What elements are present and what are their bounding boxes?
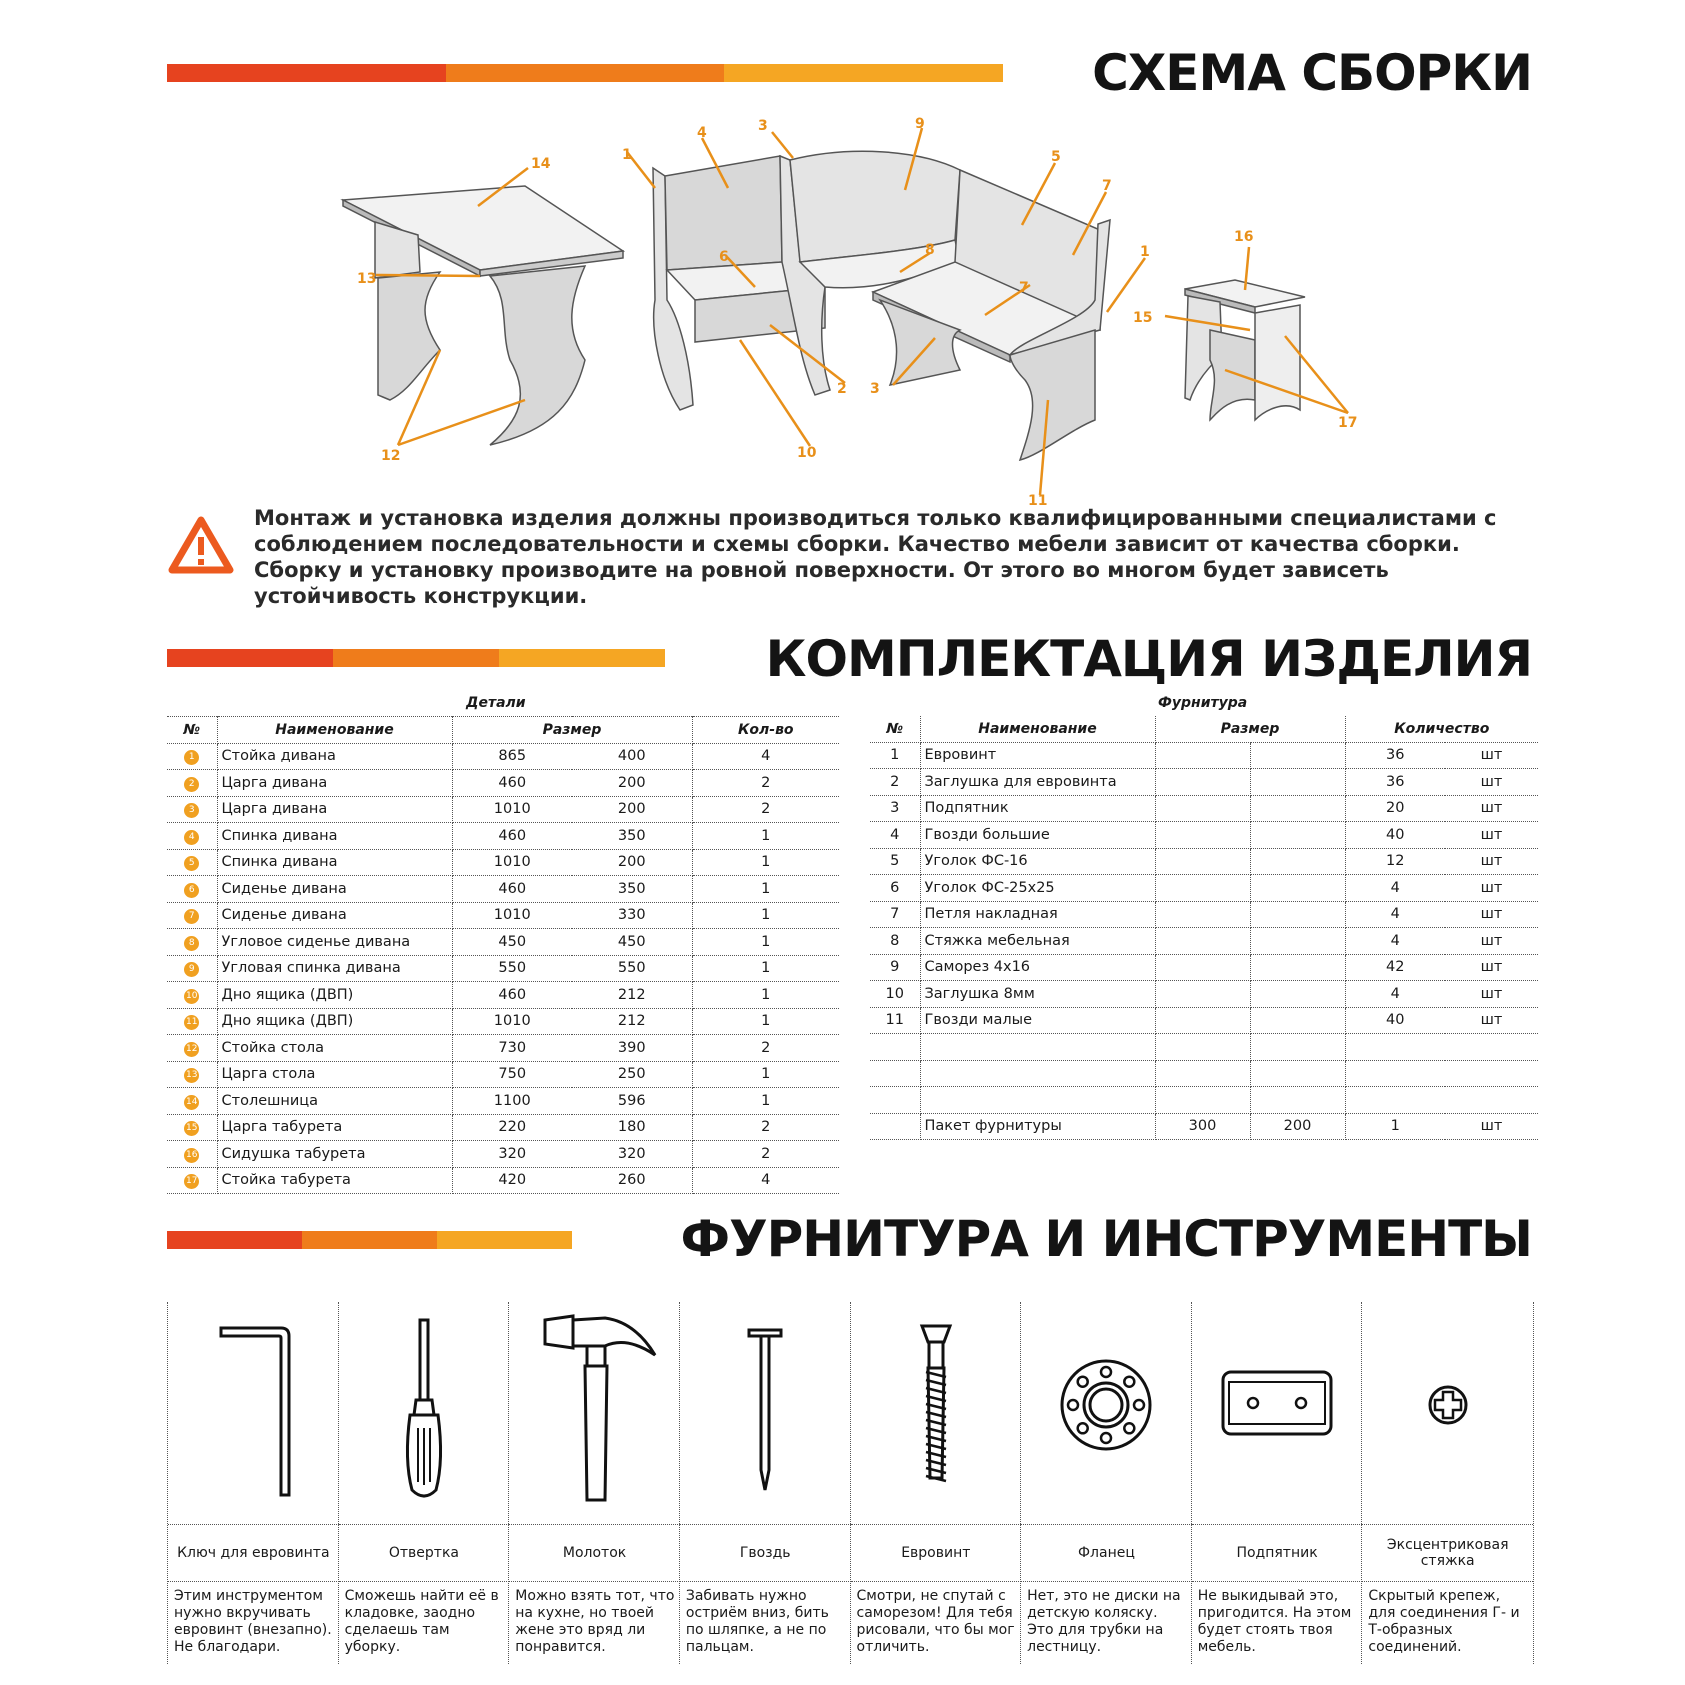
cell-name: Стяжка мебельная xyxy=(920,928,1155,955)
cell-qty: 2 xyxy=(692,1141,839,1168)
diagram-label-11: 11 xyxy=(1028,493,1048,509)
cell-size-b xyxy=(1250,822,1345,849)
cell-size-a: 460 xyxy=(452,876,572,903)
cell-unit xyxy=(1445,1060,1538,1087)
cell-name: Столешница xyxy=(217,1088,452,1115)
cell-name: Стойка стола xyxy=(217,1035,452,1062)
tool-description: Не выкидывай это, пригодится. На этом будет стоять твоя мебель. xyxy=(1197,1588,1352,1655)
diagram-label-14: 14 xyxy=(531,156,551,172)
tool-description: Этим инструментом нужно вкручивать евровинт (внезапно). Не благодари. xyxy=(174,1588,332,1655)
cell-size-b xyxy=(1250,1060,1345,1087)
tool-card xyxy=(850,1302,1022,1664)
cell-size-a xyxy=(1155,1087,1250,1114)
diagram-label-1: 1 xyxy=(622,147,632,163)
cell-number: 7 xyxy=(870,901,920,928)
cell-name: Угловое сиденье дивана xyxy=(217,929,452,956)
cell-qty: 4 xyxy=(692,743,839,770)
nail-icon xyxy=(685,1310,845,1510)
table-row xyxy=(167,1035,839,1062)
cell-number xyxy=(167,796,217,823)
cell-size-a xyxy=(1155,1060,1250,1087)
euroscrew-icon xyxy=(856,1310,1016,1510)
cell-size-b: 212 xyxy=(572,982,692,1009)
cell-number xyxy=(167,902,217,929)
cell-name: Заглушка для евровинта xyxy=(920,769,1155,796)
cell-size-a: 460 xyxy=(452,982,572,1009)
cell-unit: шт xyxy=(1445,795,1538,822)
cell-name: Подпятник xyxy=(920,795,1155,822)
part-number-badge: 10 xyxy=(184,989,199,1004)
table-row xyxy=(870,954,1538,981)
cell-number xyxy=(167,1167,217,1194)
cell-size-b: 200 xyxy=(572,849,692,876)
diagram-label-3: 3 xyxy=(758,118,768,134)
table-row xyxy=(870,1060,1538,1087)
cell-number xyxy=(167,743,217,770)
diagram-label-17: 17 xyxy=(1338,415,1358,431)
assembly-diagram xyxy=(0,100,1685,510)
tool-description: Скрытый крепеж, для соединения Г- и Т-образных соединений. xyxy=(1368,1588,1520,1655)
cell-unit: шт xyxy=(1445,822,1538,849)
table-row xyxy=(870,848,1538,875)
cell-size-b xyxy=(1250,981,1345,1008)
cell-number: 10 xyxy=(870,981,920,1008)
cell-size-a xyxy=(1155,928,1250,955)
part-number-badge: 5 xyxy=(184,856,199,871)
col-qty: Кол-во xyxy=(692,717,839,744)
parts-table xyxy=(167,716,839,1194)
screwdriver-icon xyxy=(344,1310,504,1510)
cell-name: Спинка дивана xyxy=(217,823,452,850)
part-number-badge: 7 xyxy=(184,909,199,924)
cell-qty: 36 xyxy=(1345,769,1445,796)
cell-name xyxy=(920,1060,1155,1087)
cell-size-a: 730 xyxy=(452,1035,572,1062)
part-number-badge: 15 xyxy=(184,1121,199,1136)
table-row xyxy=(870,901,1538,928)
cell-number xyxy=(167,1061,217,1088)
cell-size-b: 212 xyxy=(572,1008,692,1035)
cell-size-b xyxy=(1250,928,1345,955)
cell-size-b: 200 xyxy=(1250,1113,1345,1140)
cell-size-a: 1010 xyxy=(452,849,572,876)
cell-unit: шт xyxy=(1445,1007,1538,1034)
tool-name: Гвоздь xyxy=(680,1524,851,1582)
table-row xyxy=(167,823,839,850)
diagram-label-12: 12 xyxy=(381,448,401,464)
assembly-title: СХЕМА СБОРКИ xyxy=(1092,44,1532,102)
cell-name: Гвозди малые xyxy=(920,1007,1155,1034)
table-row xyxy=(167,1088,839,1115)
tools-title: ФУРНИТУРА И ИНСТРУМЕНТЫ xyxy=(680,1210,1532,1268)
cell-size-b: 200 xyxy=(572,796,692,823)
cell-size-b xyxy=(1250,1087,1345,1114)
cell-size-a xyxy=(1155,981,1250,1008)
cell-size-b xyxy=(1250,1007,1345,1034)
cell-unit: шт xyxy=(1445,769,1538,796)
cell-number xyxy=(167,876,217,903)
cell-qty: 1 xyxy=(692,1088,839,1115)
cell-size-b: 350 xyxy=(572,823,692,850)
tool-name: Евровинт xyxy=(851,1524,1022,1582)
table-row xyxy=(870,1113,1538,1140)
part-number-badge: 3 xyxy=(184,803,199,818)
table-row xyxy=(167,1167,839,1194)
cell-name: Петля накладная xyxy=(920,901,1155,928)
cell-qty: 1 xyxy=(692,1061,839,1088)
kit-title: КОМПЛЕКТАЦИЯ ИЗДЕЛИЯ xyxy=(765,630,1532,688)
cell-qty: 36 xyxy=(1345,742,1445,769)
cell-name: Дно ящика (ДВП) xyxy=(217,1008,452,1035)
cell-size-b xyxy=(1250,795,1345,822)
cell-unit: шт xyxy=(1445,875,1538,902)
tool-card xyxy=(1191,1302,1363,1664)
cell-size-a: 450 xyxy=(452,929,572,956)
flange-icon xyxy=(1026,1310,1186,1510)
hardware-table xyxy=(870,716,1538,1140)
glide-pad-icon xyxy=(1197,1310,1357,1510)
cell-name: Царга дивана xyxy=(217,770,452,797)
cell-number: 8 xyxy=(870,928,920,955)
cell-size-a: 1010 xyxy=(452,796,572,823)
tool-name: Эксцентриковая стяжка xyxy=(1362,1524,1533,1582)
cell-name: Спинка дивана xyxy=(217,849,452,876)
cell-number: 2 xyxy=(870,769,920,796)
cell-name: Царга табурета xyxy=(217,1114,452,1141)
cell-qty: 1 xyxy=(692,849,839,876)
table-row xyxy=(167,1008,839,1035)
cell-qty xyxy=(1345,1034,1445,1061)
col-number: № xyxy=(167,717,217,744)
cell-name: Уголок ФС-16 xyxy=(920,848,1155,875)
cell-qty: 12 xyxy=(1345,848,1445,875)
cell-qty: 4 xyxy=(1345,981,1445,1008)
part-number-badge: 13 xyxy=(184,1068,199,1083)
cell-name xyxy=(920,1087,1155,1114)
diagram-label-1b: 1 xyxy=(1140,244,1150,260)
diagram-label-7: 7 xyxy=(1102,178,1112,194)
cell-size-a: 460 xyxy=(452,770,572,797)
tool-card xyxy=(508,1302,680,1664)
table-row xyxy=(167,1114,839,1141)
cell-size-b: 320 xyxy=(572,1141,692,1168)
table-row xyxy=(167,1061,839,1088)
tool-name: Подпятник xyxy=(1192,1524,1363,1582)
cell-qty: 1 xyxy=(692,876,839,903)
tool-name: Фланец xyxy=(1021,1524,1192,1582)
cell-size-b xyxy=(1250,875,1345,902)
cell-size-a: 1100 xyxy=(452,1088,572,1115)
table-row xyxy=(870,822,1538,849)
part-number-badge: 1 xyxy=(184,750,199,765)
cell-size-a xyxy=(1155,901,1250,928)
cell-unit: шт xyxy=(1445,981,1538,1008)
tool-description: Сможешь найти её в кладовке, заодно сделаешь там уборку. xyxy=(344,1588,499,1655)
cell-size-b: 450 xyxy=(572,929,692,956)
diagram-label-9: 9 xyxy=(915,116,925,132)
cell-number: 9 xyxy=(870,954,920,981)
cell-qty: 4 xyxy=(1345,875,1445,902)
cell-name: Дно ящика (ДВП) xyxy=(217,982,452,1009)
diagram-label-6: 6 xyxy=(719,249,729,265)
cell-size-b xyxy=(1250,742,1345,769)
tool-description: Нет, это не диски на детскую коляску. Это для трубки на лестницу. xyxy=(1027,1588,1181,1655)
cell-size-b: 390 xyxy=(572,1035,692,1062)
cell-size-a: 300 xyxy=(1155,1113,1250,1140)
cell-size-a: 320 xyxy=(452,1141,572,1168)
cell-size-b xyxy=(1250,1034,1345,1061)
cell-size-b xyxy=(1250,769,1345,796)
part-number-badge: 11 xyxy=(184,1015,199,1030)
table-row xyxy=(870,1087,1538,1114)
cell-number: 6 xyxy=(870,875,920,902)
cell-size-a xyxy=(1155,795,1250,822)
diagram-label-7b: 7 xyxy=(1019,280,1029,296)
cell-size-b: 350 xyxy=(572,876,692,903)
cell-size-a: 750 xyxy=(452,1061,572,1088)
cell-qty: 1 xyxy=(692,929,839,956)
col-name: Наименование xyxy=(217,717,452,744)
cell-size-a: 220 xyxy=(452,1114,572,1141)
cell-qty: 20 xyxy=(1345,795,1445,822)
tool-name: Отвертка xyxy=(339,1524,510,1582)
table-row xyxy=(167,982,839,1009)
cell-qty: 2 xyxy=(692,770,839,797)
section-bar xyxy=(167,64,1003,82)
tool-description: Можно взять тот, что на кухне, но твоей жене это вряд ли понравится. xyxy=(515,1588,675,1655)
cell-size-a xyxy=(1155,742,1250,769)
cell-qty: 1 xyxy=(692,955,839,982)
tool-description: Забивать нужно остриём вниз, бить по шляпке, а не по пальцам. xyxy=(685,1588,829,1655)
cell-size-b: 400 xyxy=(572,743,692,770)
cell-name: Евровинт xyxy=(920,742,1155,769)
table-row xyxy=(167,902,839,929)
cell-size-a: 460 xyxy=(452,823,572,850)
cell-size-a: 1010 xyxy=(452,1008,572,1035)
cell-number: 3 xyxy=(870,795,920,822)
tool-card xyxy=(1020,1302,1192,1664)
cell-qty: 42 xyxy=(1345,954,1445,981)
table-row xyxy=(870,1007,1538,1034)
cell-number xyxy=(167,1141,217,1168)
table-row xyxy=(167,849,839,876)
cell-unit: шт xyxy=(1445,928,1538,955)
cell-size-b: 550 xyxy=(572,955,692,982)
cell-name: Саморез 4х16 xyxy=(920,954,1155,981)
cell-number xyxy=(167,982,217,1009)
table-row xyxy=(167,770,839,797)
cell-size-b xyxy=(1250,901,1345,928)
cell-number xyxy=(167,1035,217,1062)
part-number-badge: 17 xyxy=(184,1174,199,1189)
cell-name: Сиденье дивана xyxy=(217,902,452,929)
hammer-icon xyxy=(515,1310,675,1510)
table-row xyxy=(167,743,839,770)
col-name: Наименование xyxy=(920,716,1155,742)
cell-number xyxy=(167,770,217,797)
cell-qty: 2 xyxy=(692,796,839,823)
cell-size-a xyxy=(1155,954,1250,981)
diagram-label-2: 2 xyxy=(837,381,847,397)
cell-number xyxy=(870,1034,920,1061)
cell-qty: 1 xyxy=(692,823,839,850)
diagram-label-8: 8 xyxy=(925,242,935,258)
cell-qty: 1 xyxy=(692,902,839,929)
diagram-label-5: 5 xyxy=(1051,149,1061,165)
cell-name: Стойка табурета xyxy=(217,1167,452,1194)
part-number-badge: 4 xyxy=(184,830,199,845)
tool-card xyxy=(338,1302,510,1664)
diagram-label-15: 15 xyxy=(1133,310,1153,326)
cell-size-a xyxy=(1155,875,1250,902)
cell-qty: 2 xyxy=(692,1035,839,1062)
cell-qty: 1 xyxy=(692,982,839,1009)
cell-qty xyxy=(1345,1087,1445,1114)
cell-size-a: 550 xyxy=(452,955,572,982)
section-bar xyxy=(167,649,665,667)
diagram-label-4: 4 xyxy=(697,125,707,141)
warning-triangle-icon xyxy=(168,515,234,575)
hex-key-icon xyxy=(173,1310,333,1510)
col-size: Размер xyxy=(452,717,692,744)
cell-name: Заглушка 8мм xyxy=(920,981,1155,1008)
cell-name: Царга стола xyxy=(217,1061,452,1088)
cell-number xyxy=(167,955,217,982)
cell-size-b: 200 xyxy=(572,770,692,797)
cell-name: Угловая спинка дивана xyxy=(217,955,452,982)
cell-size-a: 865 xyxy=(452,743,572,770)
cell-qty: 4 xyxy=(1345,928,1445,955)
table-row xyxy=(167,796,839,823)
table-row xyxy=(870,795,1538,822)
cell-size-b xyxy=(1250,954,1345,981)
part-number-badge: 6 xyxy=(184,883,199,898)
parts-table-title: Детали xyxy=(466,695,526,711)
warning-text: Монтаж и установка изделия должны производиться только квалифицированными специалистами с соблюдением последовательности и схемы сборки. Качество мебели зависит от качества сборки. Сборку и установку производите на ровной поверхности. От этого во многом будет зависеть устойчивость конструкции. xyxy=(254,506,1497,608)
col-size: Размер xyxy=(1155,716,1345,742)
diagram-label-3b: 3 xyxy=(870,381,880,397)
cell-number xyxy=(870,1060,920,1087)
cell-size-b: 330 xyxy=(572,902,692,929)
diagram-label-13: 13 xyxy=(357,271,377,287)
part-number-badge: 12 xyxy=(184,1042,199,1057)
part-number-badge: 8 xyxy=(184,936,199,951)
table-row xyxy=(167,876,839,903)
table-row xyxy=(870,1034,1538,1061)
cell-size-a xyxy=(1155,822,1250,849)
cell-number xyxy=(167,929,217,956)
table-row xyxy=(870,875,1538,902)
part-number-badge: 2 xyxy=(184,777,199,792)
cell-name xyxy=(920,1034,1155,1061)
tool-card xyxy=(167,1302,339,1664)
cell-size-b: 260 xyxy=(572,1167,692,1194)
tool-name: Ключ для евровинта xyxy=(168,1524,339,1582)
cell-number xyxy=(167,823,217,850)
cell-size-b xyxy=(1250,848,1345,875)
cell-name: Уголок ФС-25х25 xyxy=(920,875,1155,902)
table-row xyxy=(167,1141,839,1168)
cell-number xyxy=(870,1087,920,1114)
tool-card xyxy=(1361,1302,1534,1664)
part-number-badge: 16 xyxy=(184,1148,199,1163)
table-row xyxy=(870,981,1538,1008)
cell-size-b: 596 xyxy=(572,1088,692,1115)
cell-size-a xyxy=(1155,769,1250,796)
cell-size-a: 420 xyxy=(452,1167,572,1194)
cell-name: Пакет фурнитуры xyxy=(920,1113,1155,1140)
part-number-badge: 14 xyxy=(184,1095,199,1110)
diagram-label-16: 16 xyxy=(1234,229,1254,245)
cell-name: Царга дивана xyxy=(217,796,452,823)
cell-unit xyxy=(1445,1087,1538,1114)
part-number-badge: 9 xyxy=(184,962,199,977)
cell-number xyxy=(167,849,217,876)
table-row xyxy=(870,742,1538,769)
table-row xyxy=(870,769,1538,796)
tools-grid xyxy=(167,1302,1532,1664)
cell-name: Стойка дивана xyxy=(217,743,452,770)
cell-number xyxy=(167,1008,217,1035)
tool-name: Молоток xyxy=(509,1524,680,1582)
cell-qty: 1 xyxy=(692,1008,839,1035)
cell-size-a xyxy=(1155,1034,1250,1061)
table-row xyxy=(167,955,839,982)
tool-description: Смотри, не спутай с саморезом! Для тебя рисовали, что бы мог отличить. xyxy=(856,1588,1015,1655)
cell-number: 1 xyxy=(870,742,920,769)
cell-qty: 40 xyxy=(1345,822,1445,849)
cell-number xyxy=(167,1088,217,1115)
cell-qty xyxy=(1345,1060,1445,1087)
cam-lock-icon xyxy=(1368,1310,1528,1510)
cell-qty: 1 xyxy=(1345,1113,1445,1140)
cell-unit: шт xyxy=(1445,848,1538,875)
cell-number: 4 xyxy=(870,822,920,849)
cell-size-a: 1010 xyxy=(452,902,572,929)
col-qty: Количество xyxy=(1345,716,1538,742)
table-row xyxy=(870,928,1538,955)
cell-size-b: 250 xyxy=(572,1061,692,1088)
cell-unit xyxy=(1445,1034,1538,1061)
cell-unit: шт xyxy=(1445,954,1538,981)
cell-unit: шт xyxy=(1445,742,1538,769)
cell-qty: 4 xyxy=(1345,901,1445,928)
cell-unit: шт xyxy=(1445,1113,1538,1140)
cell-number: 11 xyxy=(870,1007,920,1034)
col-number: № xyxy=(870,716,920,742)
cell-number: 5 xyxy=(870,848,920,875)
cell-number xyxy=(870,1113,920,1140)
tool-card xyxy=(679,1302,851,1664)
cell-name: Сиденье дивана xyxy=(217,876,452,903)
cell-qty: 40 xyxy=(1345,1007,1445,1034)
cell-qty: 4 xyxy=(692,1167,839,1194)
cell-unit: шт xyxy=(1445,901,1538,928)
diagram-label-10: 10 xyxy=(797,445,817,461)
hardware-table-title: Фурнитура xyxy=(1158,695,1248,711)
table-row xyxy=(167,929,839,956)
cell-name: Гвозди большие xyxy=(920,822,1155,849)
cell-size-a xyxy=(1155,1007,1250,1034)
cell-size-a xyxy=(1155,848,1250,875)
section-bar xyxy=(167,1231,572,1249)
cell-size-b: 180 xyxy=(572,1114,692,1141)
cell-qty: 2 xyxy=(692,1114,839,1141)
cell-number xyxy=(167,1114,217,1141)
cell-name: Сидушка табурета xyxy=(217,1141,452,1168)
